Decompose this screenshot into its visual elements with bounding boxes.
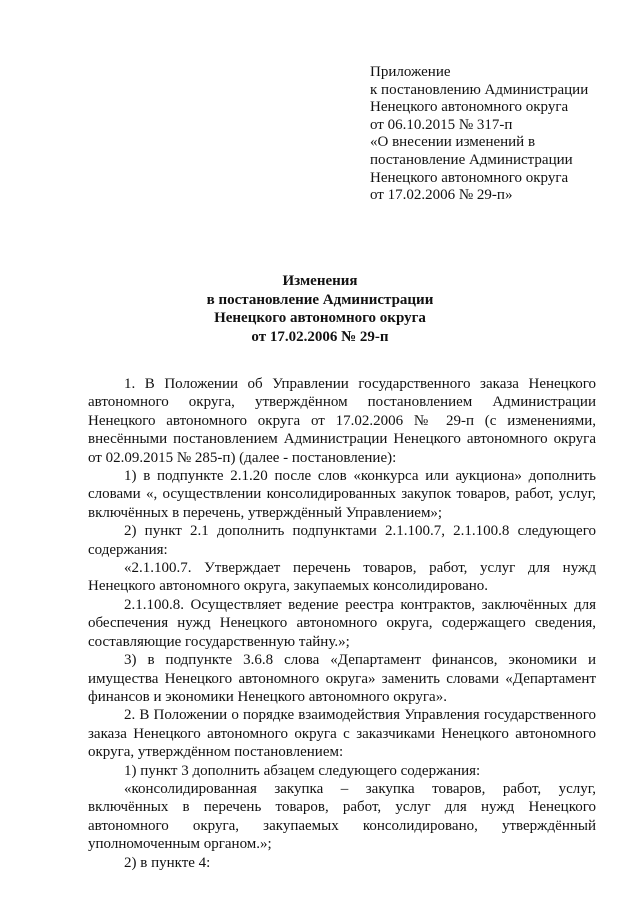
appendix-line: «О внесении изменений в	[370, 134, 536, 151]
body-paragraph: 3) в подпункте 3.6.8 слова «Департамент финансов, экономики и имущества Ненецкого автономного округа» заменить словами «Департамент финансов и экономики Ненецкого автономного округа».	[88, 652, 596, 705]
body-paragraph: 1. В Положении об Управлении государственного заказа Ненецкого автономного округа, утверждённом постановлением Администрации Ненецкого автономного округа от 17.02.2006 № 29-п (с изменениями, внесёнными постановлением Администрации Ненецкого автономного округа от 02.09.2015 № 285-п) (далее - постановление):	[88, 376, 596, 466]
appendix-line: от 06.10.2015 № 317-п	[370, 116, 513, 133]
title-line: Ненецкого автономного округа	[214, 310, 426, 327]
body-paragraph: 2) в пункте 4:	[124, 854, 211, 871]
title-line: в постановление Администрации	[206, 291, 434, 308]
appendix-line: Ненецкого автономного округа	[370, 169, 569, 186]
body-paragraph: «2.1.100.7. Утверждает перечень товаров, работ, услуг для нужд Ненецкого автономного округа, закупаемых консолидировано.	[88, 560, 596, 595]
document-body	[88, 375, 596, 872]
appendix-line: от 17.02.2006 № 29-п»	[370, 187, 513, 204]
appendix-header	[370, 64, 620, 205]
document-title	[0, 272, 640, 346]
body-paragraph: «консолидированная закупка – закупка товаров, работ, услуг, включённых в перечень товаров, работ, услуг для нужд Ненецкого автономного округа, закупаемых консолидировано, утверждённый уполномоченным органом.»;	[88, 780, 596, 853]
title-line: от 17.02.2006 № 29-п	[251, 328, 389, 345]
body-paragraph: 1) в подпункте 2.1.20 после слов «конкурса или аукциона» дополнить словами «, осуществлении консолидированных закупок товаров, работ, услуг, включённых в перечень, утверждённый Управлением»;	[88, 468, 596, 521]
body-paragraph: 2. В Положении о порядке взаимодействия Управления государственного заказа Ненецкого автономного округа с заказчиками Ненецкого автономного округа, утверждённом постановлением:	[88, 707, 596, 761]
body-paragraph: 2.1.100.8. Осуществляет ведение реестра контрактов, заключённых для обеспечения нужд Ненецкого автономного округа, содержащего сведения, составляющие государственную тайну.»;	[88, 596, 596, 650]
appendix-line: постановление Администрации	[370, 151, 573, 168]
title-line: Изменения	[282, 273, 358, 289]
body-paragraph: 2) пункт 2.1 дополнить подпунктами 2.1.100.7, 2.1.100.8 следующего содержания:	[88, 523, 596, 558]
body-paragraph: 1) пункт 3 дополнить абзацем следующего содержания:	[124, 762, 481, 779]
appendix-line: Ненецкого автономного округа	[370, 99, 569, 116]
appendix-line: Приложение	[370, 64, 451, 80]
appendix-line: к постановлению Администрации	[370, 81, 589, 98]
